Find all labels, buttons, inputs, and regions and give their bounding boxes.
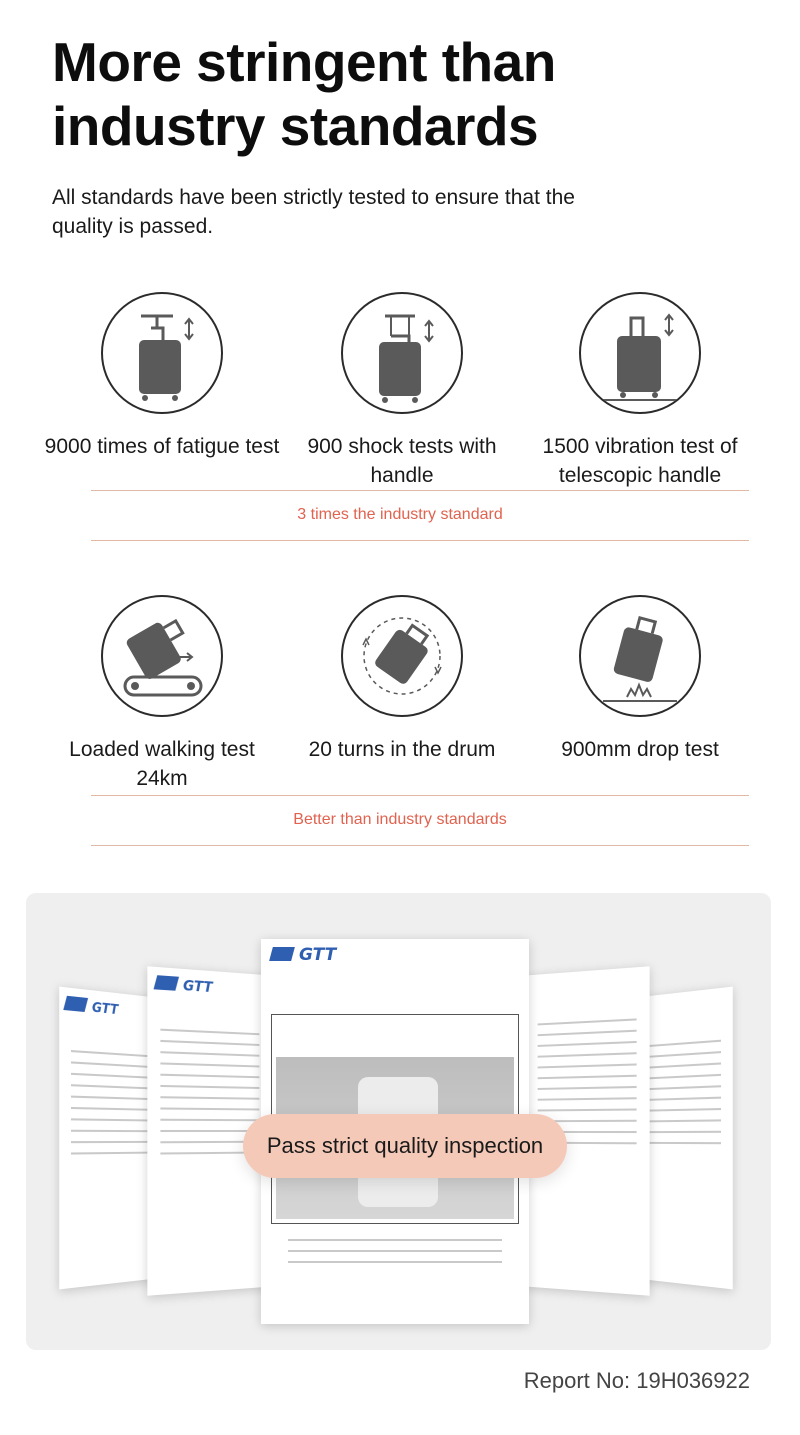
- feature-label: Loaded walking test 24km: [69, 738, 255, 790]
- luggage-drum-icon: [341, 595, 463, 717]
- feature-label: 900 shock tests with handle: [307, 435, 497, 487]
- feature-walking-test: [42, 595, 282, 793]
- page-title: More stringent than industry standards: [52, 31, 556, 157]
- divider-top: [91, 795, 749, 796]
- feature-drop-test: [520, 595, 760, 764]
- divider-top: [91, 490, 749, 491]
- feature-label: 20 turns in the drum: [308, 738, 496, 761]
- inspection-badge: Pass strict quality inspection: [243, 1114, 567, 1178]
- feature-shock-test: [282, 292, 522, 490]
- report-page: GTT: [59, 987, 168, 1290]
- divider-bottom: [91, 540, 749, 541]
- standard-note: 3 times the industry standard: [297, 506, 503, 523]
- feature-drum-test: [282, 595, 522, 764]
- inspection-report-panel: [26, 893, 771, 1350]
- feature-label: 1500 vibration test of telescopic handle: [542, 435, 738, 487]
- divider-bottom: [91, 845, 749, 846]
- report-main-page: GTT: [261, 939, 529, 1324]
- feature-label: 9000 times of fatigue test: [44, 435, 280, 458]
- page-subtitle: All standards have been strictly tested to ensure that the quality is passed.: [52, 186, 575, 238]
- report-number: Report No: 19H036922: [523, 1368, 750, 1393]
- luggage-vibration-icon: [579, 292, 701, 414]
- standard-note: Better than industry standards: [293, 811, 507, 828]
- luggage-treadmill-icon: [101, 595, 223, 717]
- feature-label: 900mm drop test: [561, 738, 719, 761]
- luggage-drop-icon: [579, 595, 701, 717]
- feature-fatigue-test: [42, 292, 282, 461]
- feature-vibration-test: [520, 292, 760, 490]
- luggage-lift-icon: [101, 292, 223, 414]
- report-page: GTT: [147, 966, 271, 1295]
- luggage-shock-icon: [341, 292, 463, 414]
